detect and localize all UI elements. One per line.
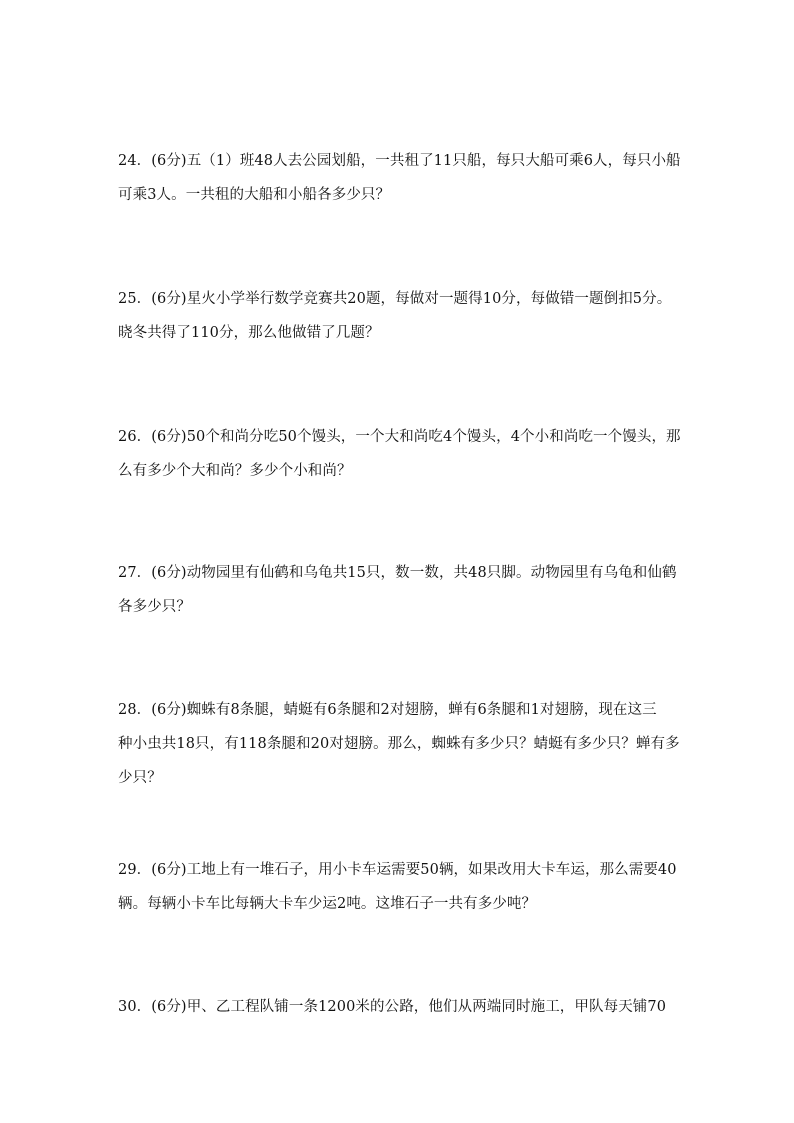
problem-text-line: 30．(6分)甲、乙工程队铺一条1200米的公路，他们从两端同时施工，甲队每天铺70 — [118, 999, 667, 1015]
problem-28 — [118, 693, 678, 795]
problem-29 — [118, 853, 678, 921]
problem-text-line: 29．(6分)工地上有一堆石子，用小卡车运需要50辆，如果改用大卡车运，那么需要40 — [118, 862, 677, 878]
problem-text-line: 辆。每辆小卡车比每辆大卡车少运2吨。这堆石子一共有多少吨？ — [118, 896, 537, 912]
problem-text-line: 少只？ — [118, 770, 162, 786]
problem-30 — [118, 990, 678, 1024]
problem-25 — [118, 282, 678, 350]
problem-text-line: 28．(6分)蜘蛛有8条腿，蜻蜓有6条腿和2对翅膀，蝉有6条腿和1对翅膀，现在这三 — [118, 702, 657, 718]
problem-text-line: 各多少只？ — [118, 599, 191, 615]
problem-26 — [118, 420, 681, 488]
problem-text-line: 晓冬共得了110分，那么他做错了几题？ — [118, 325, 380, 341]
problem-27 — [118, 556, 678, 624]
problem-text-line: 种小虫共18只，有118条腿和20对翅膀。那么，蜘蛛有多少只？蜻蜓有多少只？蝉有多 — [118, 736, 680, 752]
problem-24 — [118, 144, 681, 212]
problem-text-line: 25．(6分)星火小学举行数学竞赛共20题，每做对一题得10分，每做错一题倒扣5分。 — [118, 291, 672, 307]
problem-text-line: 么有多少个大和尚？多少个小和尚？ — [118, 463, 352, 479]
problem-text-line: 24．(6分)五（1）班48人去公园划船，一共租了11只船，每只大船可乘6人，每只小船 — [118, 153, 681, 169]
problem-text-line: 可乘3人。一共租的大船和小船各多少只？ — [118, 187, 391, 203]
problem-text-line: 27．(6分)动物园里有仙鹤和乌龟共15只，数一数，共48只脚。动物园里有乌龟和仙鹤 — [118, 565, 677, 581]
problem-text-line: 26．(6分)50个和尚分吃50个馒头，一个大和尚吃4个馒头，4个小和尚吃一个馒头，那 — [118, 429, 681, 445]
